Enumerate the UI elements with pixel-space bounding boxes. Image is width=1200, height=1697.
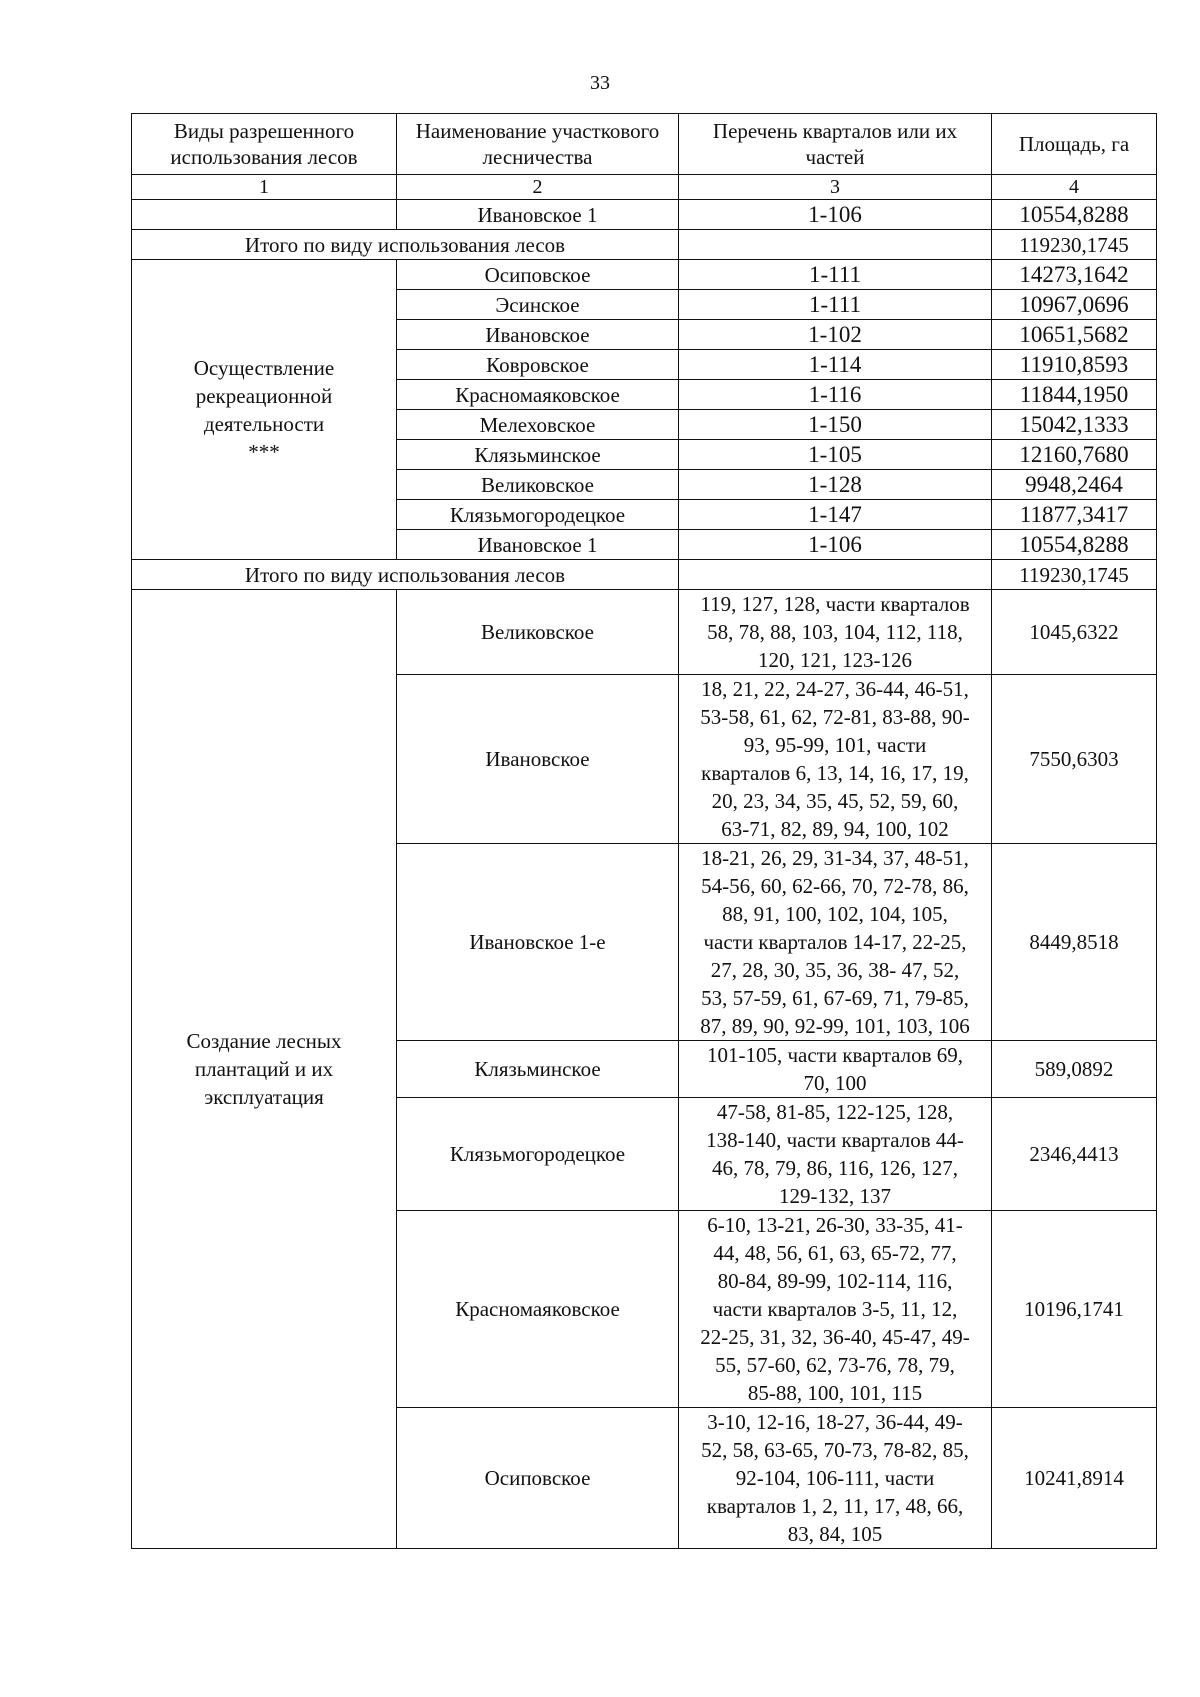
use-type-line: эксплуатация — [204, 1085, 324, 1109]
use-type-cell — [132, 590, 397, 1549]
quarters-line: 6-10, 13-21, 26-30, 33-35, 41- — [707, 1213, 963, 1237]
area-cell: 11844,1950 — [992, 380, 1157, 410]
total-label: Итого по виду использования лесов — [132, 560, 679, 590]
quarters-line: 119, 127, 128, части кварталов — [700, 592, 970, 616]
forestry-name: Клязьминское — [397, 1041, 679, 1098]
quarters-cell: 1-116 — [679, 380, 992, 410]
quarters-line: 83, 84, 105 — [787, 1522, 883, 1546]
forestry-name: Эсинское — [397, 290, 679, 320]
quarters-cell: 1-106 — [679, 530, 992, 560]
quarters-line: 44, 48, 56, 61, 63, 65-72, 77, — [713, 1241, 957, 1265]
quarters-cell — [679, 1211, 992, 1408]
quarters-line: 52, 58, 63-65, 70-73, 78-82, 85, — [701, 1438, 969, 1462]
quarters-cell — [679, 675, 992, 844]
area-cell: 10241,8914 — [992, 1408, 1157, 1549]
area-cell: 10967,0696 — [992, 290, 1157, 320]
quarters-line: 58, 78, 88, 103, 104, 112, 118, — [707, 620, 963, 644]
use-type-line: *** — [248, 439, 280, 464]
area-cell: 12160,7680 — [992, 440, 1157, 470]
area-cell: 10554,8288 — [992, 200, 1157, 230]
quarters-line: 53, 57-59, 61, 67-69, 71, 79-85, — [701, 986, 969, 1010]
forestry-name: Клязьмогородецкое — [397, 1098, 679, 1211]
quarters-line: 88, 91, 100, 102, 104, 105, — [722, 902, 948, 926]
quarters-cell — [679, 1041, 992, 1098]
quarters-line: 54-56, 60, 62-66, 70, 72-78, 86, — [701, 874, 969, 898]
forest-use-table — [131, 113, 1157, 1549]
use-type-line: деятельности — [203, 411, 325, 436]
total-row — [132, 560, 1157, 590]
quarters-line: части кварталов 3-5, 11, 12, — [712, 1297, 958, 1321]
forestry-name: Клязьмогородецкое — [397, 500, 679, 530]
area-cell: 589,0892 — [992, 1041, 1157, 1098]
quarters-line: 70, 100 — [803, 1071, 867, 1095]
quarters-line: 46, 78, 79, 86, 116, 126, 127, — [712, 1156, 958, 1180]
use-type-line: Осуществление — [193, 355, 335, 380]
area-cell: 8449,8518 — [992, 844, 1157, 1041]
use-type-line: плантаций и их — [194, 1057, 334, 1081]
quarters-cell: 1-150 — [679, 410, 992, 440]
forestry-name: Великовское — [397, 590, 679, 675]
area-cell: 11877,3417 — [992, 500, 1157, 530]
area-cell: 9948,2464 — [992, 470, 1157, 500]
area-cell: 7550,6303 — [992, 675, 1157, 844]
quarters-line: 3-10, 12-16, 18-27, 36-44, 49- — [707, 1410, 963, 1434]
area-cell: 2346,4413 — [992, 1098, 1157, 1211]
quarters-line: 138-140, части кварталов 44- — [706, 1128, 964, 1152]
area-cell: 15042,1333 — [992, 410, 1157, 440]
forestry-name: Ивановское — [397, 320, 679, 350]
quarters-cell: 1-147 — [679, 500, 992, 530]
quarters-line: 63-71, 82, 89, 94, 100, 102 — [721, 817, 949, 841]
forestry-name: Ивановское 1-е — [397, 844, 679, 1041]
quarters-line: 18, 21, 22, 24-27, 36-44, 46-51, — [701, 677, 969, 701]
forestry-name: Осиповское — [397, 1408, 679, 1549]
quarters-line: 120, 121, 123-126 — [758, 648, 912, 672]
quarters-line: 80-84, 89-99, 102-114, 116, — [717, 1269, 953, 1293]
quarters-line: 20, 23, 34, 35, 45, 52, 59, 60, — [711, 789, 959, 813]
quarters-cell: 1-102 — [679, 320, 992, 350]
area-cell: 14273,1642 — [992, 260, 1157, 290]
empty-cell — [679, 560, 992, 590]
forestry-name: Клязьминское — [397, 440, 679, 470]
column-number: 3 — [679, 175, 992, 200]
header-use-type: Виды разрешенного использования лесов — [132, 114, 397, 175]
quarters-cell — [679, 1408, 992, 1549]
total-area: 119230,1745 — [992, 560, 1157, 590]
quarters-cell — [679, 844, 992, 1041]
quarters-line: 129-132, 137 — [779, 1184, 891, 1208]
quarters-line: кварталов 1, 2, 11, 17, 48, 66, — [706, 1494, 964, 1518]
forestry-name: Великовское — [397, 470, 679, 500]
quarters-line: 55, 57-60, 62, 73-76, 78, 79, — [715, 1353, 955, 1377]
area-cell: 10554,8288 — [992, 530, 1157, 560]
quarters-line: 87, 89, 90, 92-99, 101, 103, 106 — [700, 1014, 970, 1038]
total-area: 119230,1745 — [992, 230, 1157, 260]
quarters-line: 47-58, 81-85, 122-125, 128, — [716, 1100, 954, 1124]
quarters-line: 101-105, части кварталов 69, — [706, 1043, 964, 1067]
column-number: 1 — [132, 175, 397, 200]
quarters-cell: 1-106 — [679, 200, 992, 230]
quarters-cell — [679, 1098, 992, 1211]
column-number: 2 — [397, 175, 679, 200]
quarters-cell — [679, 590, 992, 675]
forestry-name: Ковровское — [397, 350, 679, 380]
quarters-line: 18-21, 26, 29, 31-34, 37, 48-51, — [701, 846, 969, 870]
area-cell: 11910,8593 — [992, 350, 1157, 380]
column-number: 4 — [992, 175, 1157, 200]
forestry-name: Осиповское — [397, 260, 679, 290]
quarters-line: 92-104, 106-111, части — [735, 1466, 935, 1490]
quarters-cell: 1-128 — [679, 470, 992, 500]
forestry-name: Мелеховское — [397, 410, 679, 440]
header-quarters-list: Перечень кварталов или их частей — [679, 114, 992, 175]
quarters-cell: 1-114 — [679, 350, 992, 380]
table-row — [132, 260, 1157, 290]
quarters-cell: 1-111 — [679, 290, 992, 320]
area-cell: 1045,6322 — [992, 590, 1157, 675]
forestry-name: Красномаяковское — [397, 1211, 679, 1408]
total-row — [132, 230, 1157, 260]
quarters-line: 85-88, 100, 101, 115 — [747, 1381, 923, 1405]
empty-cell — [679, 230, 992, 260]
forestry-name: Ивановское — [397, 675, 679, 844]
quarters-cell: 1-105 — [679, 440, 992, 470]
quarters-line: кварталов 6, 13, 14, 16, 17, 19, — [701, 761, 969, 785]
forestry-name: Ивановское 1 — [397, 530, 679, 560]
use-type-cell — [132, 260, 397, 560]
table-row — [132, 200, 1157, 230]
quarters-cell: 1-111 — [679, 260, 992, 290]
use-type-line: Создание лесных — [186, 1029, 342, 1053]
quarters-line: 93, 95-99, 101, части — [743, 733, 927, 757]
area-cell: 10196,1741 — [992, 1211, 1157, 1408]
quarters-line: 22-25, 31, 32, 36-40, 45-47, 49- — [700, 1325, 970, 1349]
use-type-line: рекреационной — [195, 383, 333, 408]
forestry-name: Ивановское 1 — [397, 200, 679, 230]
table-row — [132, 590, 1157, 675]
quarters-line: части кварталов 14-17, 22-25, — [703, 930, 967, 954]
forestry-name: Красномаяковское — [397, 380, 679, 410]
page-number: 33 — [590, 72, 610, 94]
quarters-line: 27, 28, 30, 35, 36, 38- 47, 52, — [710, 958, 960, 982]
empty-cell — [132, 200, 397, 230]
total-label: Итого по виду использования лесов — [132, 230, 679, 260]
area-cell: 10651,5682 — [992, 320, 1157, 350]
quarters-line: 53-58, 61, 62, 72-81, 83-88, 90- — [700, 705, 970, 729]
header-area: Площадь, га — [992, 114, 1157, 175]
header-forestry-name: Наименование участкового лесничества — [397, 114, 679, 175]
